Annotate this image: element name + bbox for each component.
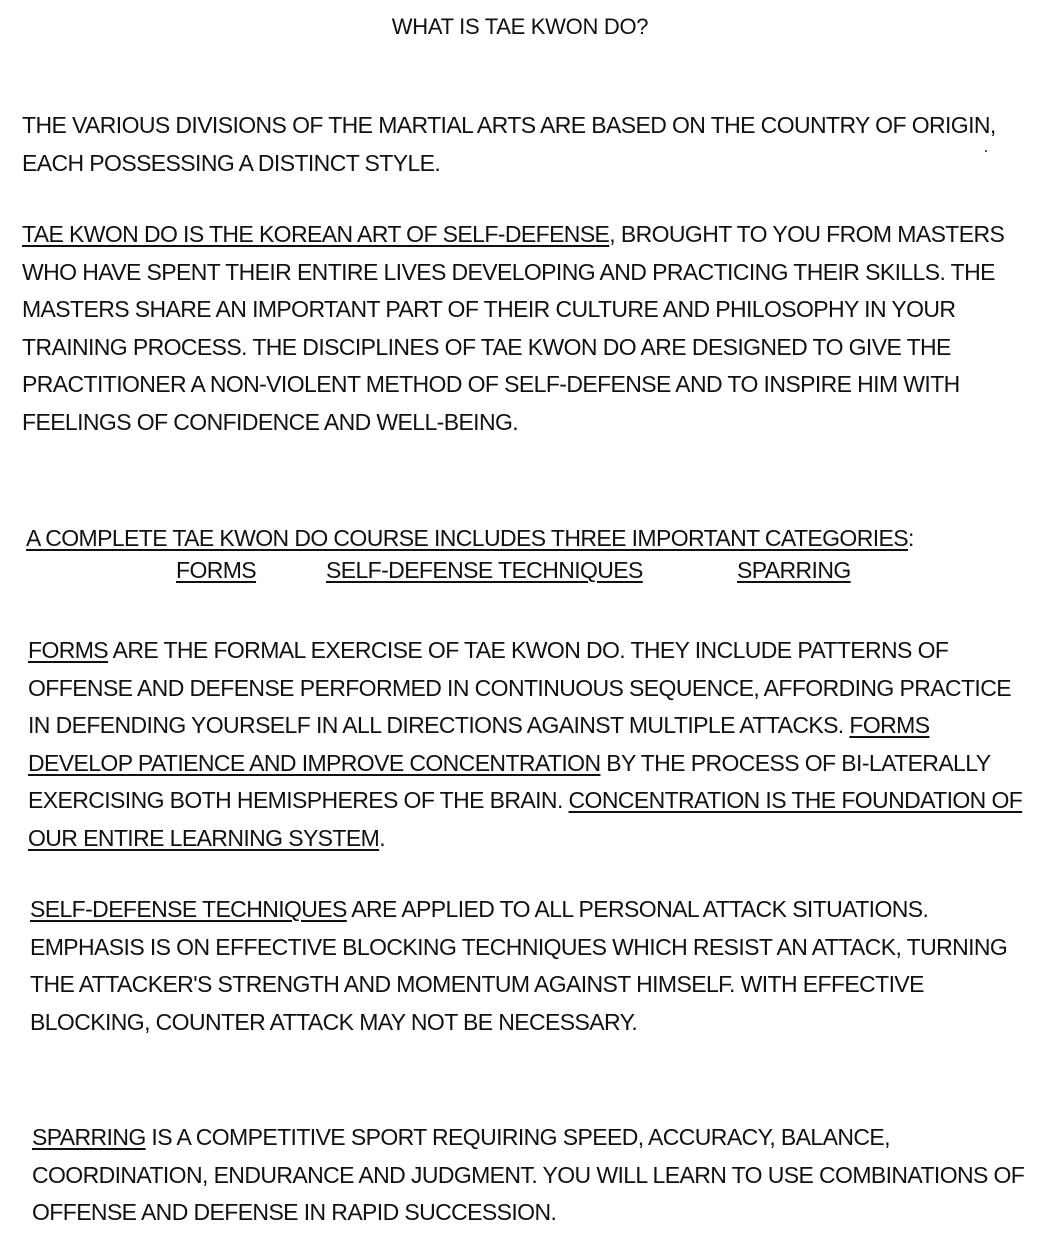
self-defense-text: ARE APPLIED TO ALL PERSONAL ATTACK SITUATIONS. EMPHASIS IS ON EFFECTIVE BLOCKING TECHNIQUES WHICH RESIST AN ATTACK, TURNING THE ATTACKER'S STRENGTH AND MOMENTUM AGAINST HIMSELF. WITH EFFECTIVE BLOCKING, COUNTER ATTACK MAY NOT BE NECESSARY.	[30, 896, 1008, 1035]
forms-underline-3: CONCENTRATION IS THE FOUNDATION OF OUR ENTIRE LEARNING SYSTEM	[28, 787, 1023, 851]
forms-underline-2: FORMS DEVELOP PATIENCE AND IMPROVE CONCENTRATION	[28, 712, 930, 776]
forms-lead: FORMS	[28, 637, 109, 663]
page-title: WHAT IS TAE KWON DO?	[391, 14, 649, 39]
forms-text-1: ARE THE FORMAL EXERCISE OF TAE KWON DO. THEY INCLUDE PATTERNS OF OFFENSE AND DEFENSE PERFORMED IN CONTINUOUS SEQUENCE, AFFORDING PRACTICE IN DEFENDING YOURSELF IN ALL DIRECTIONS AGAINST MULTIPLE ATTACKS.	[28, 637, 1011, 738]
forms-text-2: BY THE PROCESS OF BI-LATERALLY EXERCISING BOTH HEMISPHERES OF THE BRAIN.	[28, 749, 991, 813]
category-forms: FORMS	[176, 557, 257, 583]
category-sparring: SPARRING	[737, 557, 851, 583]
course-colon: :	[908, 525, 914, 551]
forms-paragraph	[28, 632, 1033, 857]
self-defense-lead: SELF-DEFENSE TECHNIQUES	[30, 896, 347, 922]
korean-art-lead: TAE KWON DO IS THE KOREAN ART OF SELF-DEFENSE	[22, 221, 610, 247]
korean-art-text: , BROUGHT TO YOU FROM MASTERS WHO HAVE SPENT THEIR ENTIRE LIVES DEVELOPING AND PRACTICING THEIR SKILLS. THE MASTERS SHARE AN IMPORTANT PART OF THEIR CULTURE AND PHILOSOPHY IN YOUR TRAINING PROCESS. THE DISCIPLINES OF TAE KWON DO ARE DESIGNED TO GIVE THE PRACTITIONER A NON-VIOLENT METHOD OF SELF-DEFENSE AND TO INSPIRE HIM WITH FEELINGS OF CONFIDENCE AND WELL-BEING.	[22, 221, 1005, 435]
course-lead: A COMPLETE TAE KWON DO COURSE INCLUDES THREE IMPORTANT CATEGORIES	[26, 525, 909, 551]
category-self-defense: SELF-DEFENSE TECHNIQUES	[326, 557, 643, 583]
intro-text: THE VARIOUS DIVISIONS OF THE MARTIAL ARTS ARE BASED ON THE COUNTRY OF ORIGIN, EACH POSSESSING A DISTINCT STYLE.	[22, 112, 996, 176]
sparring-lead: SPARRING	[32, 1124, 146, 1150]
korean-art-paragraph	[22, 216, 1027, 441]
self-defense-paragraph	[30, 891, 1035, 1041]
sparring-paragraph	[32, 1119, 1027, 1232]
forms-end: .	[379, 824, 385, 851]
course-paragraph	[26, 520, 1031, 558]
sparring-text: IS A COMPETITIVE SPORT REQUIRING SPEED, ACCURACY, BALANCE, COORDINATION, ENDURANCE AND JUDGMENT. YOU WILL LEARN TO USE COMBINATIONS OF OFFENSE AND DEFENSE IN RAPID SUCCESSION.	[32, 1124, 1025, 1225]
intro-paragraph	[22, 107, 1012, 182]
